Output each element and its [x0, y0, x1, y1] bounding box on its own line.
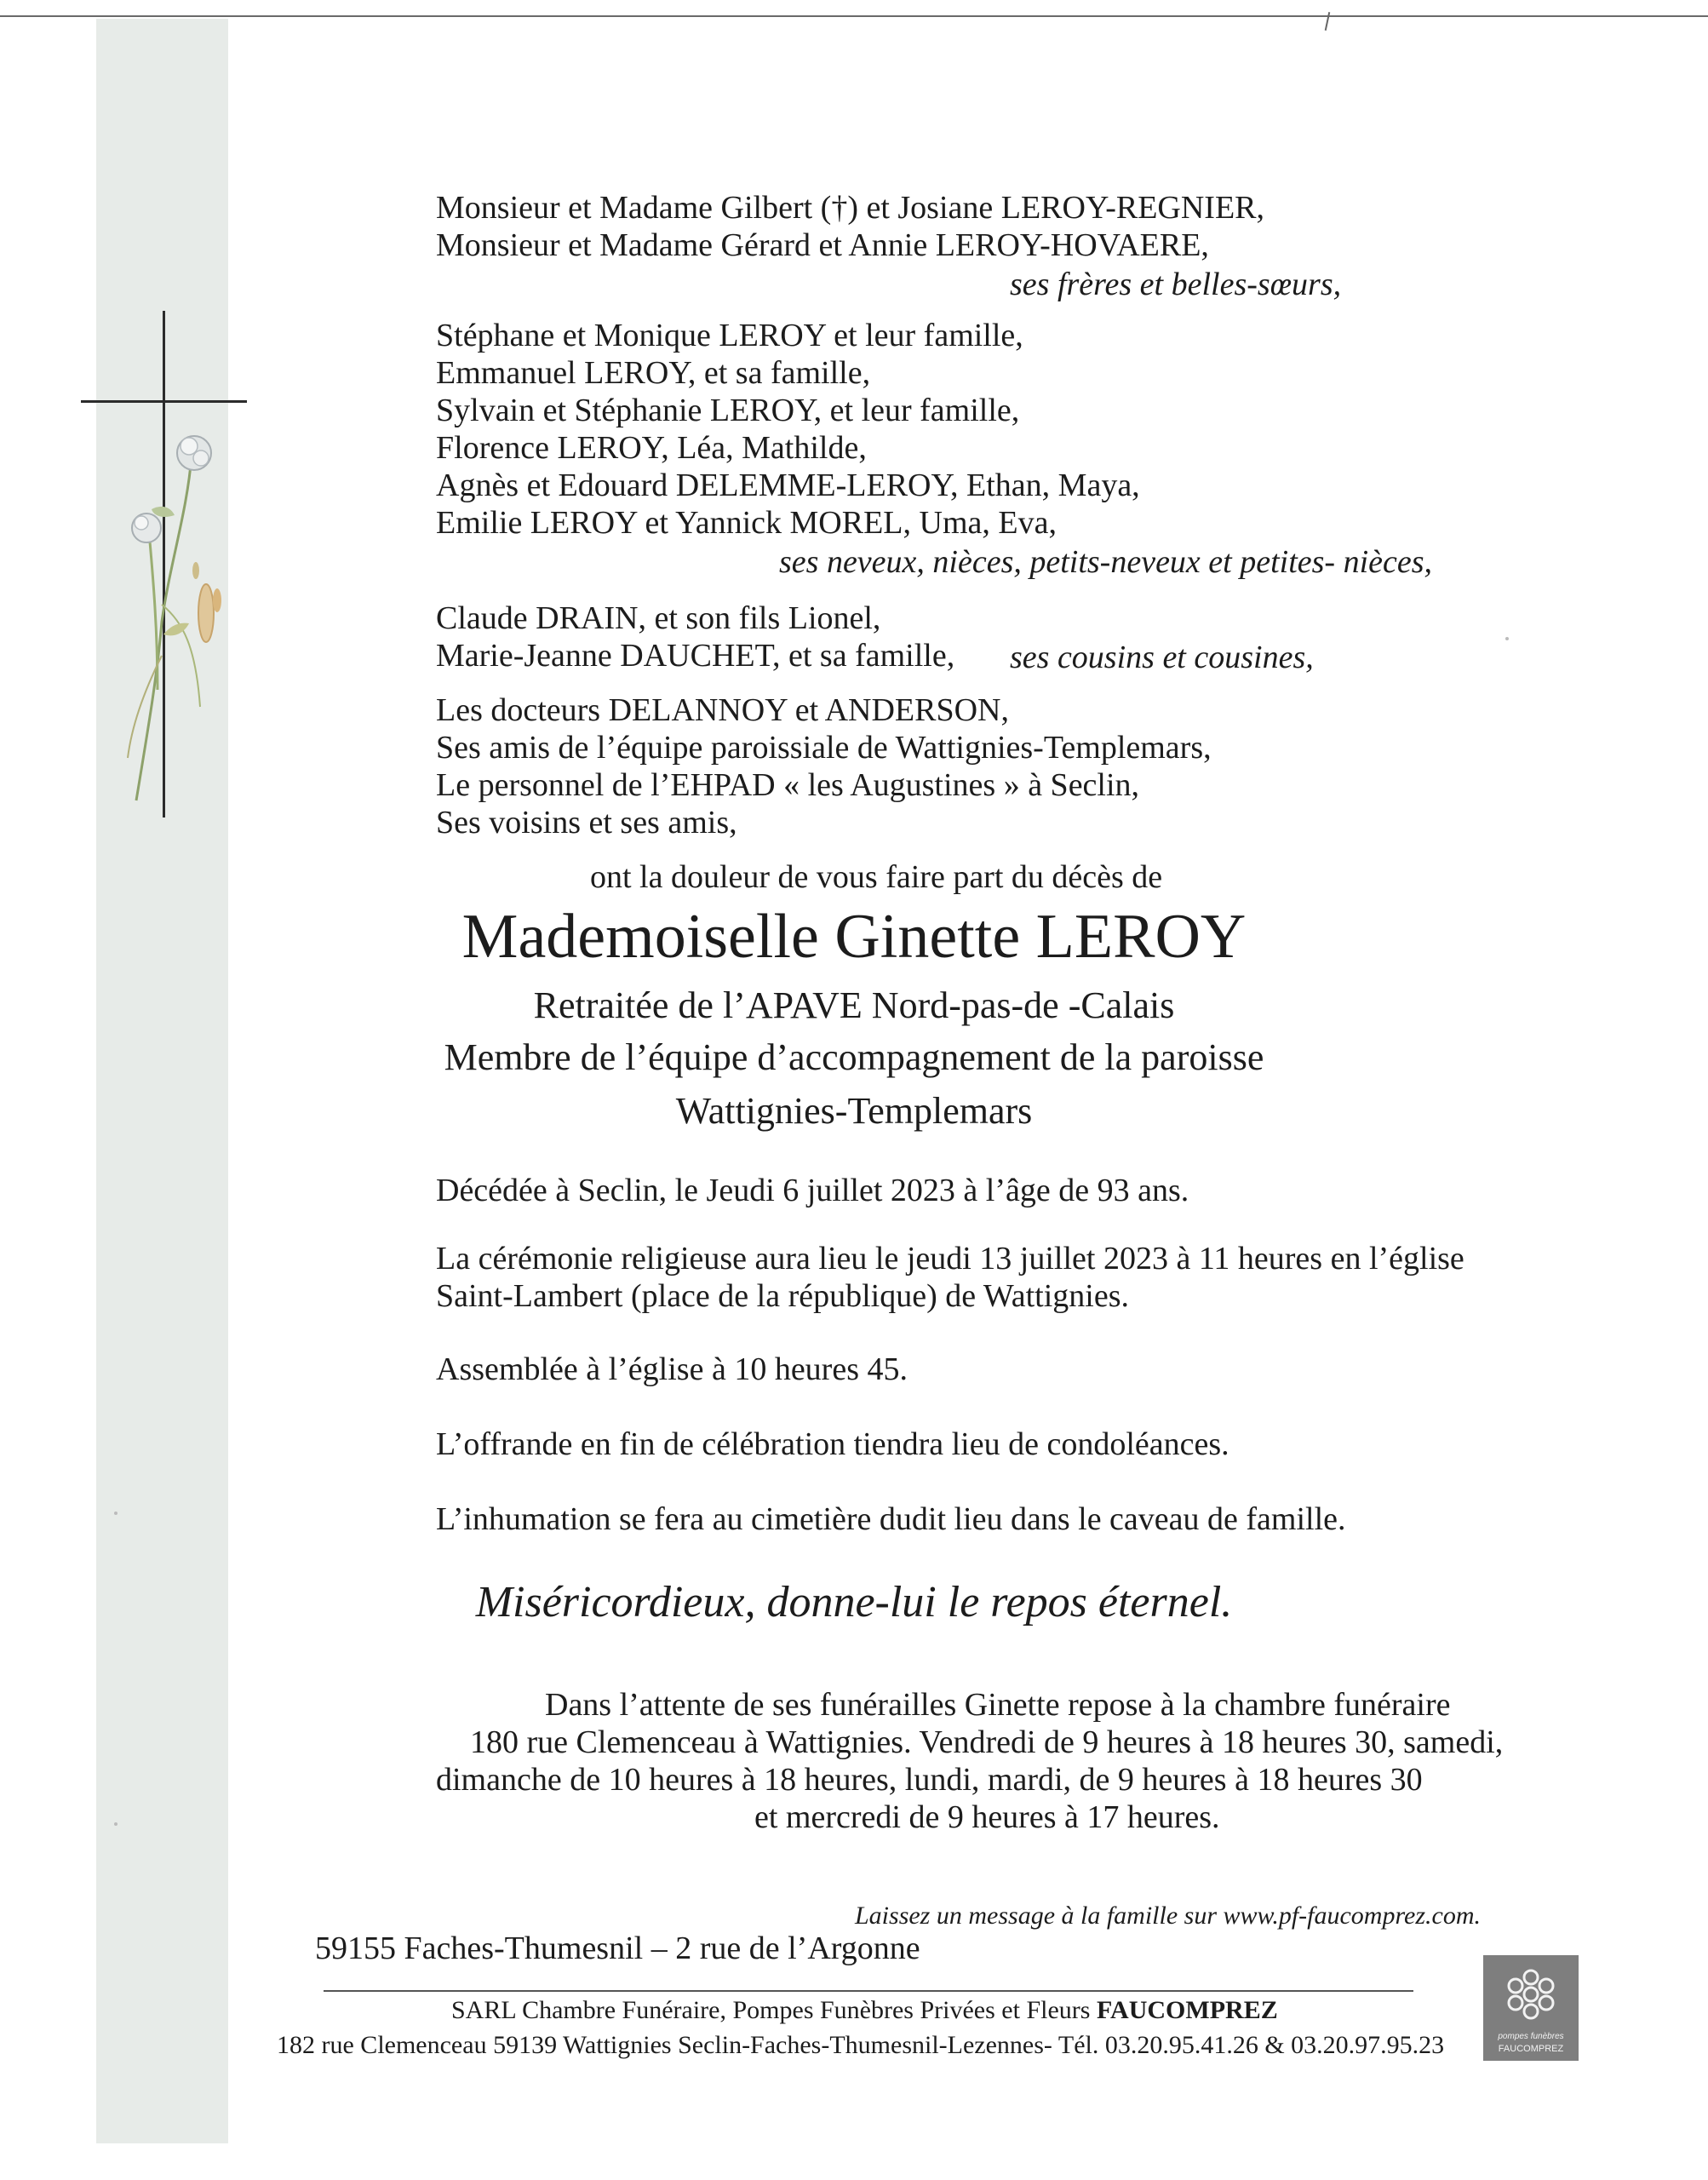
- nephew-line-2: Emmanuel LEROY, et sa famille,: [436, 355, 871, 391]
- company-description: SARL Chambre Funéraire, Pompes Funèbres Privées et Fleurs: [451, 1996, 1091, 2024]
- logo-text-line-2: FAUCOMPREZ: [1498, 2044, 1564, 2054]
- flowers-illustration: [111, 434, 247, 809]
- others-line-1: Les docteurs DELANNOY et ANDERSON,: [436, 692, 1009, 728]
- top-edge-line: [0, 15, 1708, 17]
- flower-logo-icon: [1483, 1960, 1579, 2032]
- visitation-line-3: dimanche de 10 heures à 18 heures, lundi, mardi, de 9 heures à 18 heures 30: [436, 1762, 1423, 1798]
- ceremony-line-2: Saint-Lambert (place de la république) de Wattignies.: [436, 1278, 1129, 1314]
- ceremony-line-1: La cérémonie religieuse aura lieu le jeudi 13 juillet 2023 à 11 heures en l’église: [436, 1241, 1464, 1276]
- message-note: Laissez un message à la famille sur www.pf-faucomprez.com.: [855, 1902, 1481, 1930]
- visitation-line-2: 180 rue Clemenceau à Wattignies. Vendredi de 9 heures à 18 heures 30, samedi,: [470, 1724, 1504, 1760]
- cross-horizontal-bar: [81, 400, 247, 403]
- footer-rule: [324, 1990, 1413, 1992]
- prayer-line: Miséricordieux, donne-lui le repos éternel.: [475, 1578, 1233, 1626]
- others-line-4: Ses voisins et ses amis,: [436, 805, 737, 840]
- cousins-role: ses cousins et cousines,: [1010, 640, 1314, 675]
- announcement: ont la douleur de vous faire part du décès de: [590, 859, 1163, 895]
- visitation-line-1: Dans l’attente de ses funérailles Ginette repose à la chambre funéraire: [545, 1687, 1451, 1723]
- company-logo: [1483, 1955, 1579, 2061]
- nephews-role: ses neveux, nièces, petits-neveux et petites- nièces,: [779, 544, 1433, 580]
- family-line-2: Monsieur et Madame Gérard et Annie LEROY-HOVAERE,: [436, 227, 1209, 263]
- scan-speck: [114, 1512, 117, 1515]
- title-line-2: Membre de l’équipe d’accompagnement de la paroisse: [444, 1036, 1264, 1078]
- deceased-name: Mademoiselle Ginette LEROY: [461, 902, 1247, 972]
- death-info: Décédée à Seclin, le Jeudi 6 juillet 2023 à l’âge de 93 ans.: [436, 1173, 1189, 1208]
- nephew-line-5: Agnès et Edouard DELEMME-LEROY, Ethan, Maya,: [436, 468, 1140, 503]
- offering-info: L’offrande en fin de célébration tiendra lieu de condoléances.: [436, 1426, 1229, 1462]
- title-line-3: Wattignies-Templemars: [675, 1090, 1033, 1132]
- others-line-3: Le personnel de l’EHPAD « les Augustines » à Seclin,: [436, 767, 1140, 803]
- nephew-line-4: Florence LEROY, Léa, Mathilde,: [436, 430, 867, 466]
- logo-text-line-1: pompes funèbres: [1498, 2032, 1564, 2041]
- family-line-1: Monsieur et Madame Gilbert (†) et Josiane LEROY-REGNIER,: [436, 190, 1265, 226]
- company-contact: 182 rue Clemenceau 59139 Wattignies Seclin-Faches-Thumesnil-Lezennes- Tél. 03.20.95.41.26 & 03.20.97.95.23: [277, 2031, 1445, 2059]
- company-line: [451, 1995, 1278, 2026]
- title-line-1: Retraitée de l’APAVE Nord-pas-de -Calais: [533, 984, 1175, 1026]
- others-line-2: Ses amis de l’équipe paroissiale de Wattignies-Templemars,: [436, 730, 1212, 766]
- visitation-line-4: et mercredi de 9 heures à 17 heures.: [754, 1799, 1220, 1835]
- assembly-info: Assemblée à l’église à 10 heures 45.: [436, 1351, 908, 1387]
- cousin-line-1: Claude DRAIN, et son fils Lionel,: [436, 600, 881, 636]
- scan-speck: [114, 1822, 117, 1826]
- nephew-line-6: Emilie LEROY et Yannick MOREL, Uma, Eva,: [436, 505, 1057, 541]
- scan-speck: [1505, 637, 1509, 640]
- nephew-line-1: Stéphane et Monique LEROY et leur famille,: [436, 318, 1023, 353]
- family-role: ses frères et belles-sœurs,: [1010, 267, 1342, 302]
- burial-info: L’inhumation se fera au cimetière dudit lieu dans le caveau de famille.: [436, 1501, 1346, 1537]
- cousin-line-2: Marie-Jeanne DAUCHET, et sa famille,: [436, 638, 955, 674]
- nephew-line-3: Sylvain et Stéphanie LEROY, et leur famille,: [436, 393, 1020, 428]
- company-name: FAUCOMPREZ: [1096, 1996, 1278, 2024]
- funeral-home-address: 59155 Faches-Thumesnil – 2 rue de l’Argonne: [315, 1930, 920, 1966]
